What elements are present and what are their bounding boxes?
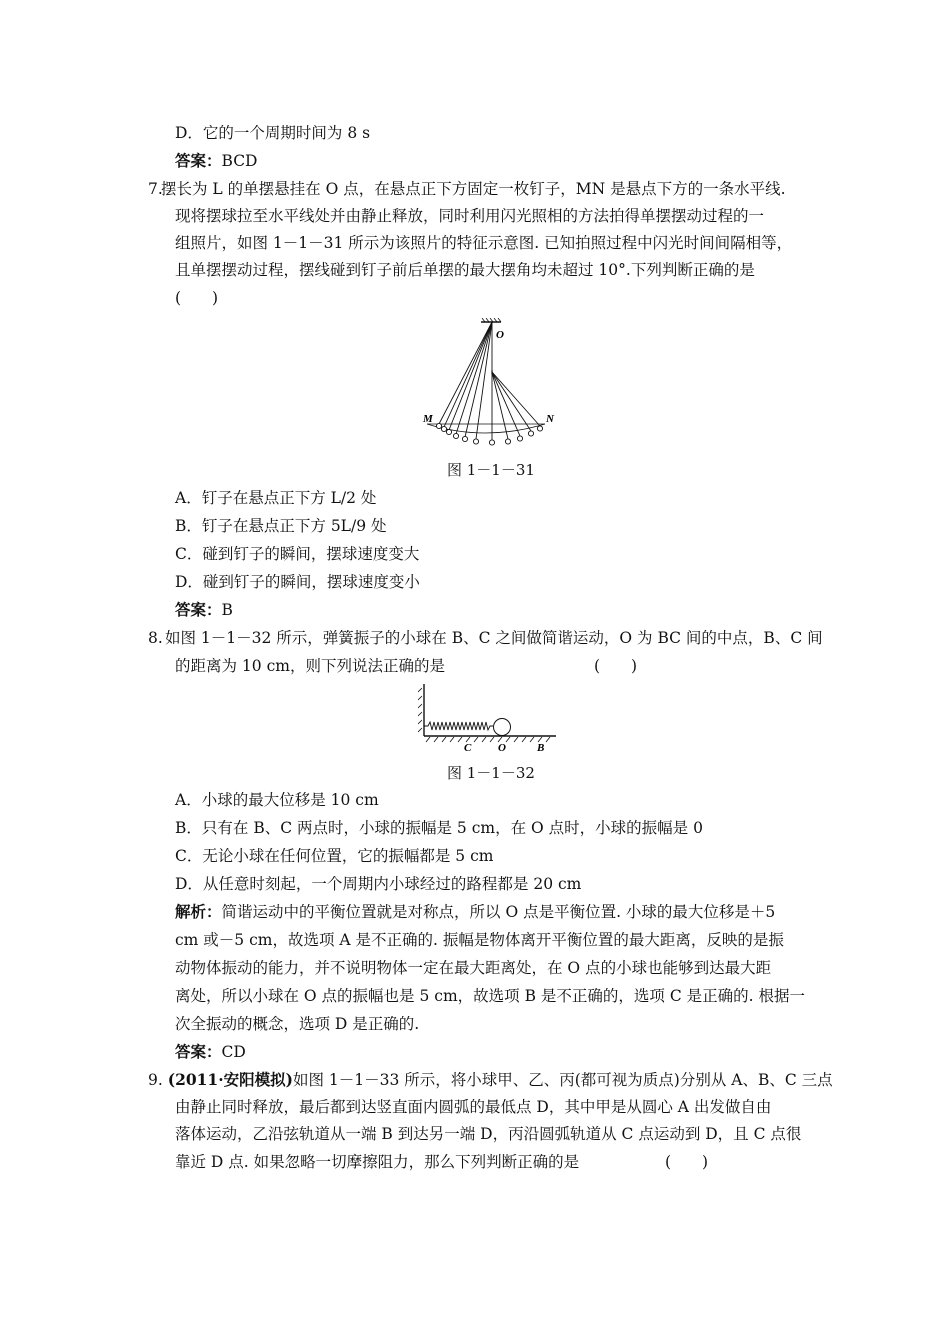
q8-option-b: B．只有在 B、C 两点时，小球的振幅是 5 cm，在 O 点时，小球的振幅是 0 [175,819,703,837]
q9-stem-line-3: 落体运动，乙沿弦轨道从一端 B 到达另一端 D，丙沿圆弧轨道从 C 点运动到 D，且 C 点很 [175,1125,802,1143]
ball-7 [489,440,494,445]
ball-11 [537,426,542,431]
q7-stem-line-4: 且单摆摆动过程，摆线碰到钉子前后单摆的最大摆角均未超过 10°.下列判断正确的是 [175,261,755,279]
spring-oscillator-figure [418,684,558,754]
q9-stem-text-1: 如图 1－1－33 所示，将小球甲、乙、丙(都可视为质点)分别从 A、B、C 三点 [292,1071,833,1089]
q7-option-d: D．碰到钉子的瞬间，摆球速度变小 [175,573,420,591]
q8-bracket: ( ) [594,657,638,675]
ball-2 [441,426,446,431]
answer-value: BCD [221,152,258,170]
q7-answer [175,600,233,620]
answer-label: 答案： [175,151,222,170]
ball-8 [505,439,510,444]
ball-6 [473,439,478,444]
q6-option-d: D．它的一个周期时间为 8 s [175,124,371,142]
q7-option-b: B．钉子在悬点正下方 5L/9 处 [175,517,387,535]
q8-analysis-line-2: cm 或－5 cm，故选项 A 是不正确的. 振幅是物体离开平衡位置的最大距离，反映的是振 [175,931,784,949]
q8-option-d: D．从任意时刻起，一个周期内小球经过的路程都是 20 cm [175,875,582,893]
q9-stem-line-1 [148,1070,833,1090]
analysis-text-1: 简谐运动中的平衡位置就是对称点，所以 O 点是平衡位置. 小球的最大位移是＋5 [221,903,776,921]
q8-option-c: C．无论小球在任何位置，它的振幅都是 5 cm [175,847,494,865]
q8-analysis-line-3: 动物体振动的能力，并不说明物体一定在最大距离处，在 O 点的小球也能够到达最大距 [175,959,772,977]
q7-stem-line-3: 组照片，如图 1－1－31 所示为该照片的特征示意图. 已知拍照过程中闪光时间间隔相等， [175,234,793,252]
q9-bracket: ( ) [665,1153,709,1171]
figure-caption-32: 图 1－1－32 [447,764,535,782]
q7-number: 7. [148,180,163,198]
q8-analysis-line-1 [175,902,775,922]
q8-stem-line-2: 的距离为 10 cm，则下列说法正确的是 [175,657,445,675]
ball-4 [453,433,458,438]
q9-source: (2011·安阳模拟) [167,1070,293,1089]
q8-number: 8. [148,629,163,647]
label-o: O [496,329,504,341]
answer-value: CD [221,1043,246,1061]
label-c: C [464,742,472,754]
q7-bracket: ( ) [175,289,219,307]
ball-5 [462,436,467,441]
q7-stem-line-1: 摆长为 L 的单摆悬挂在 O 点，在悬点正下方固定一枚钉子，MN 是悬点下方的一条水平线. [161,180,786,198]
label-b: B [537,742,545,754]
figure-caption-31: 图 1－1－31 [447,461,535,479]
label-m: M [423,413,433,425]
ball [494,719,511,736]
analysis-label: 解析： [175,902,222,921]
q7-option-c: C．碰到钉子的瞬间，摆球速度变大 [175,545,420,563]
q8-analysis-line-5: 次全振动的概念，选项 D 是正确的. [175,1015,420,1033]
ball-3 [446,429,451,434]
pendulum-figure [415,318,565,450]
label-n: N [546,413,554,425]
ball-1 [436,423,441,428]
ball-9 [517,436,522,441]
spring [424,722,493,730]
q8-stem-line-1: 如图 1－1－32 所示，弹簧振子的小球在 B、C 之间做简谐运动，O 为 BC 间的中点，B、C 间 [165,629,823,647]
q9-stem-line-4: 靠近 D 点. 如果忽略一切摩擦阻力，那么下列判断正确的是 [175,1153,580,1171]
q7-option-a: A．钉子在悬点正下方 L/2 处 [175,489,377,507]
q9-number: 9. [148,1071,163,1089]
q8-option-a: A．小球的最大位移是 10 cm [175,791,379,809]
ball-10 [528,431,533,436]
answer-value: B [221,601,233,619]
answer-label: 答案： [175,1042,222,1061]
answer-label: 答案： [175,600,222,619]
q6-answer [175,151,257,171]
label-o: O [498,742,506,754]
q9-stem-line-2: 由静止同时释放，最后都到达竖直面内圆弧的最低点 D，其中甲是从圆心 A 出发做自由 [175,1098,772,1116]
q8-answer [175,1042,246,1062]
q8-analysis-line-4: 离处，所以小球在 O 点的振幅也是 5 cm，故选项 B 是不正确的，选项 C 是正确的. 根据一 [175,987,805,1005]
q7-stem-line-2: 现将摆球拉至水平线处并由静止释放，同时利用闪光照相的方法拍得单摆摆动过程的一 [175,207,765,225]
